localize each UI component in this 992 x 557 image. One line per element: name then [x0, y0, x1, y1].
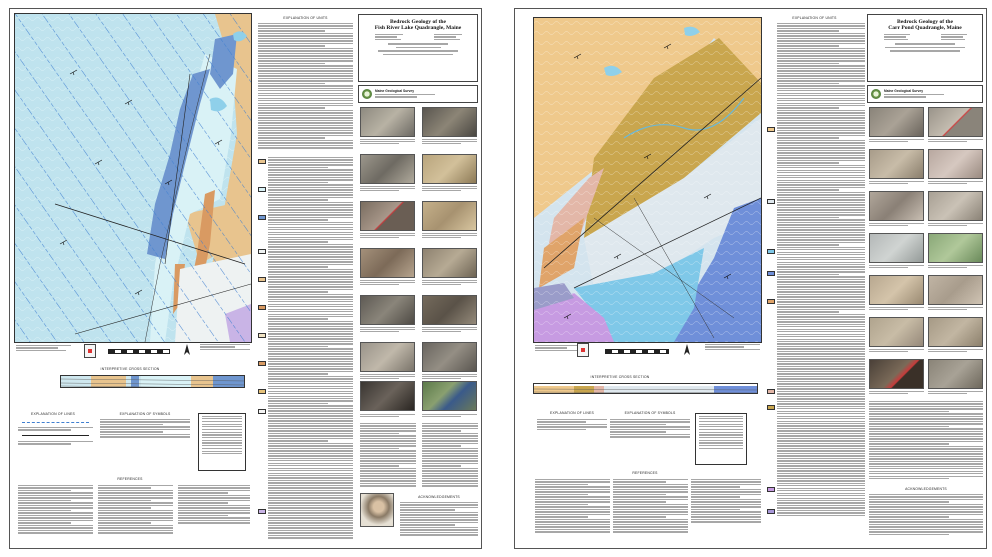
- units-description-text: [777, 23, 865, 543]
- survey-subtext: [884, 94, 944, 99]
- unit-swatch-tan-2: [258, 277, 266, 282]
- title-line-2: Carr Pond Quadrangle, Maine: [888, 25, 962, 31]
- references-col-1: [535, 479, 610, 544]
- figure-caption-1: [360, 139, 415, 145]
- figure-caption-8: [422, 280, 477, 286]
- discussion-text-left: [360, 423, 416, 489]
- authors-block: [359, 34, 477, 55]
- figure-caption-10: [928, 307, 983, 311]
- scale-bar: [605, 349, 669, 354]
- lines-legend: [537, 419, 607, 464]
- figure-photo-3: [360, 154, 415, 184]
- figure-photo-11: [360, 342, 415, 372]
- figure-photo-1: [360, 107, 415, 137]
- figure-photo-10: [422, 295, 477, 325]
- figure-caption-6: [928, 223, 983, 227]
- figure-photo-5: [360, 201, 415, 231]
- explanation-of-units-heading: EXPLANATION OF UNITS: [792, 16, 837, 20]
- explanation-of-lines-heading: EXPLANATION OF LINES: [31, 412, 75, 416]
- acknowledgements-text: [400, 502, 478, 542]
- unit-swatch-purple: [258, 509, 266, 514]
- interpretive-cross-section: [60, 375, 245, 388]
- figure-photo-13: [360, 381, 415, 411]
- figure-photo-9: [869, 275, 924, 305]
- figure-caption-12: [422, 374, 477, 380]
- figure-photo-7: [360, 248, 415, 278]
- unit-swatch-light: [767, 199, 775, 204]
- figure-photo-14: [928, 359, 983, 389]
- unit-swatch-light: [258, 333, 266, 338]
- unit-swatch-cyan: [258, 187, 266, 192]
- figure-caption-2: [422, 139, 477, 145]
- figure-caption-12: [928, 349, 983, 353]
- survey-subtext: [375, 94, 435, 99]
- map-credits: [535, 345, 580, 352]
- units-description-text-2: [268, 157, 353, 542]
- references-col-3: [691, 479, 761, 544]
- survey-logo-icon: [871, 89, 881, 99]
- figure-caption-7: [869, 265, 924, 269]
- unit-swatch-purple-2: [767, 509, 775, 514]
- figure-photo-1: [869, 107, 924, 137]
- figure-photo-10: [928, 275, 983, 305]
- location-index-map: [577, 343, 589, 357]
- figure-caption-5: [869, 223, 924, 227]
- figure-photo-12: [422, 342, 477, 372]
- figure-photo-6: [422, 201, 477, 231]
- figure-photo-8: [928, 233, 983, 263]
- unit-swatch-blue: [767, 271, 775, 276]
- map-sheet-carr-pond: [514, 8, 987, 549]
- lines-legend: [18, 419, 93, 469]
- units-description-text: [258, 23, 353, 153]
- figure-caption-11: [360, 374, 415, 380]
- title-line-1: Bedrock Geology of the: [390, 19, 446, 25]
- survey-banner: [358, 85, 478, 103]
- references-heading: REFERENCES: [117, 477, 143, 481]
- figure-photo-12: [928, 317, 983, 347]
- figure-photo-2: [928, 107, 983, 137]
- survey-name: Maine Geological Survey: [375, 89, 415, 93]
- figure-caption-14: [422, 414, 477, 418]
- explanation-of-symbols-heading: EXPLANATION OF SYMBOLS: [119, 412, 171, 416]
- map-sheet-fish-river-lake: [9, 8, 482, 549]
- figure-caption-13: [869, 391, 924, 395]
- unit-swatch-yellow: [258, 389, 266, 394]
- north-arrow-icon: [680, 343, 694, 353]
- references-heading: REFERENCES: [632, 471, 658, 475]
- acknowledgements-text: [869, 494, 983, 542]
- figure-photo-7: [869, 233, 924, 263]
- author-photo: [360, 493, 394, 527]
- explanation-of-lines-heading: EXPLANATION OF LINES: [550, 411, 594, 415]
- references-col-2: [98, 485, 173, 545]
- unit-swatch-white: [258, 409, 266, 414]
- figure-photo-14: [422, 381, 477, 411]
- figure-photo-5: [869, 191, 924, 221]
- symbols-table: [198, 413, 246, 471]
- figure-photo-6: [928, 191, 983, 221]
- unit-swatch-cyan: [767, 249, 775, 254]
- figure-caption-7: [360, 280, 415, 286]
- figure-caption-9: [869, 307, 924, 311]
- survey-name: Maine Geological Survey: [884, 89, 924, 93]
- unit-swatch-orange-2: [258, 361, 266, 366]
- figure-caption-4: [422, 186, 477, 192]
- figure-photo-3: [869, 149, 924, 179]
- references-col-3: [178, 485, 250, 545]
- references-col-2: [613, 479, 688, 544]
- title-block: [867, 14, 983, 82]
- figure-caption-13: [360, 414, 415, 418]
- map-notes: [705, 344, 760, 351]
- figure-caption-5: [360, 233, 415, 239]
- references-col-1: [18, 485, 93, 545]
- geologic-map-fish-river-lake[interactable]: [14, 13, 252, 343]
- figure-caption-14: [928, 391, 983, 395]
- interpretive-cross-section: [533, 383, 758, 394]
- figure-caption-6: [422, 233, 477, 239]
- explanation-of-units-heading: EXPLANATION OF UNITS: [283, 16, 328, 20]
- symbols-legend: [100, 419, 190, 479]
- explanation-of-symbols-heading: EXPLANATION OF SYMBOLS: [624, 411, 676, 415]
- figure-photo-2: [422, 107, 477, 137]
- title-line-2: Fish River Lake Quadrangle, Maine: [374, 25, 462, 31]
- figure-caption-8: [928, 265, 983, 269]
- figure-photo-4: [928, 149, 983, 179]
- unit-swatch-pink: [767, 389, 775, 394]
- figure-photo-11: [869, 317, 924, 347]
- unit-swatch-gray: [258, 249, 266, 254]
- figure-caption-11: [869, 349, 924, 353]
- title-block: [358, 14, 478, 82]
- unit-swatch-tan: [767, 127, 775, 132]
- figure-caption-3: [869, 181, 924, 185]
- discussion-text: [869, 401, 983, 481]
- figure-caption-10: [422, 327, 477, 333]
- survey-logo-icon: [362, 89, 372, 99]
- north-arrow-icon: [180, 343, 194, 353]
- symbols-legend: [610, 419, 690, 479]
- figure-caption-9: [360, 327, 415, 333]
- title-line-1: Bedrock Geology of the: [897, 19, 953, 25]
- discussion-text-right: [422, 423, 478, 489]
- geologic-map-carr-pond[interactable]: [533, 17, 762, 343]
- unit-swatch-orange: [258, 305, 266, 310]
- map-canvas: [534, 18, 761, 342]
- authors-block: [868, 34, 982, 52]
- survey-banner: [867, 85, 983, 103]
- unit-swatch-olive: [767, 405, 775, 410]
- acknowledgements-heading: ACKNOWLEDGEMENTS: [905, 487, 947, 491]
- figure-caption-4: [928, 181, 983, 185]
- map-notes: [200, 344, 250, 351]
- location-index-map: [84, 344, 96, 358]
- figure-photo-13: [869, 359, 924, 389]
- figure-photo-8: [422, 248, 477, 278]
- scale-bar: [108, 349, 170, 354]
- figure-photo-4: [422, 154, 477, 184]
- cross-section-heading: INTERPRETIVE CROSS SECTION: [100, 367, 160, 371]
- symbols-table: [695, 413, 747, 465]
- cross-section-heading: INTERPRETIVE CROSS SECTION: [590, 375, 650, 379]
- figure-caption-2: [928, 139, 983, 143]
- acknowledgements-heading: ACKNOWLEDGEMENTS: [418, 495, 460, 499]
- map-credits: [16, 345, 76, 352]
- map-canvas: [15, 14, 251, 342]
- unit-swatch-tan: [258, 159, 266, 164]
- figure-photo-9: [360, 295, 415, 325]
- unit-swatch-orange: [767, 299, 775, 304]
- unit-swatch-purple: [767, 487, 775, 492]
- figure-caption-3: [360, 186, 415, 192]
- figure-caption-1: [869, 139, 924, 143]
- unit-swatch-blue: [258, 215, 266, 220]
